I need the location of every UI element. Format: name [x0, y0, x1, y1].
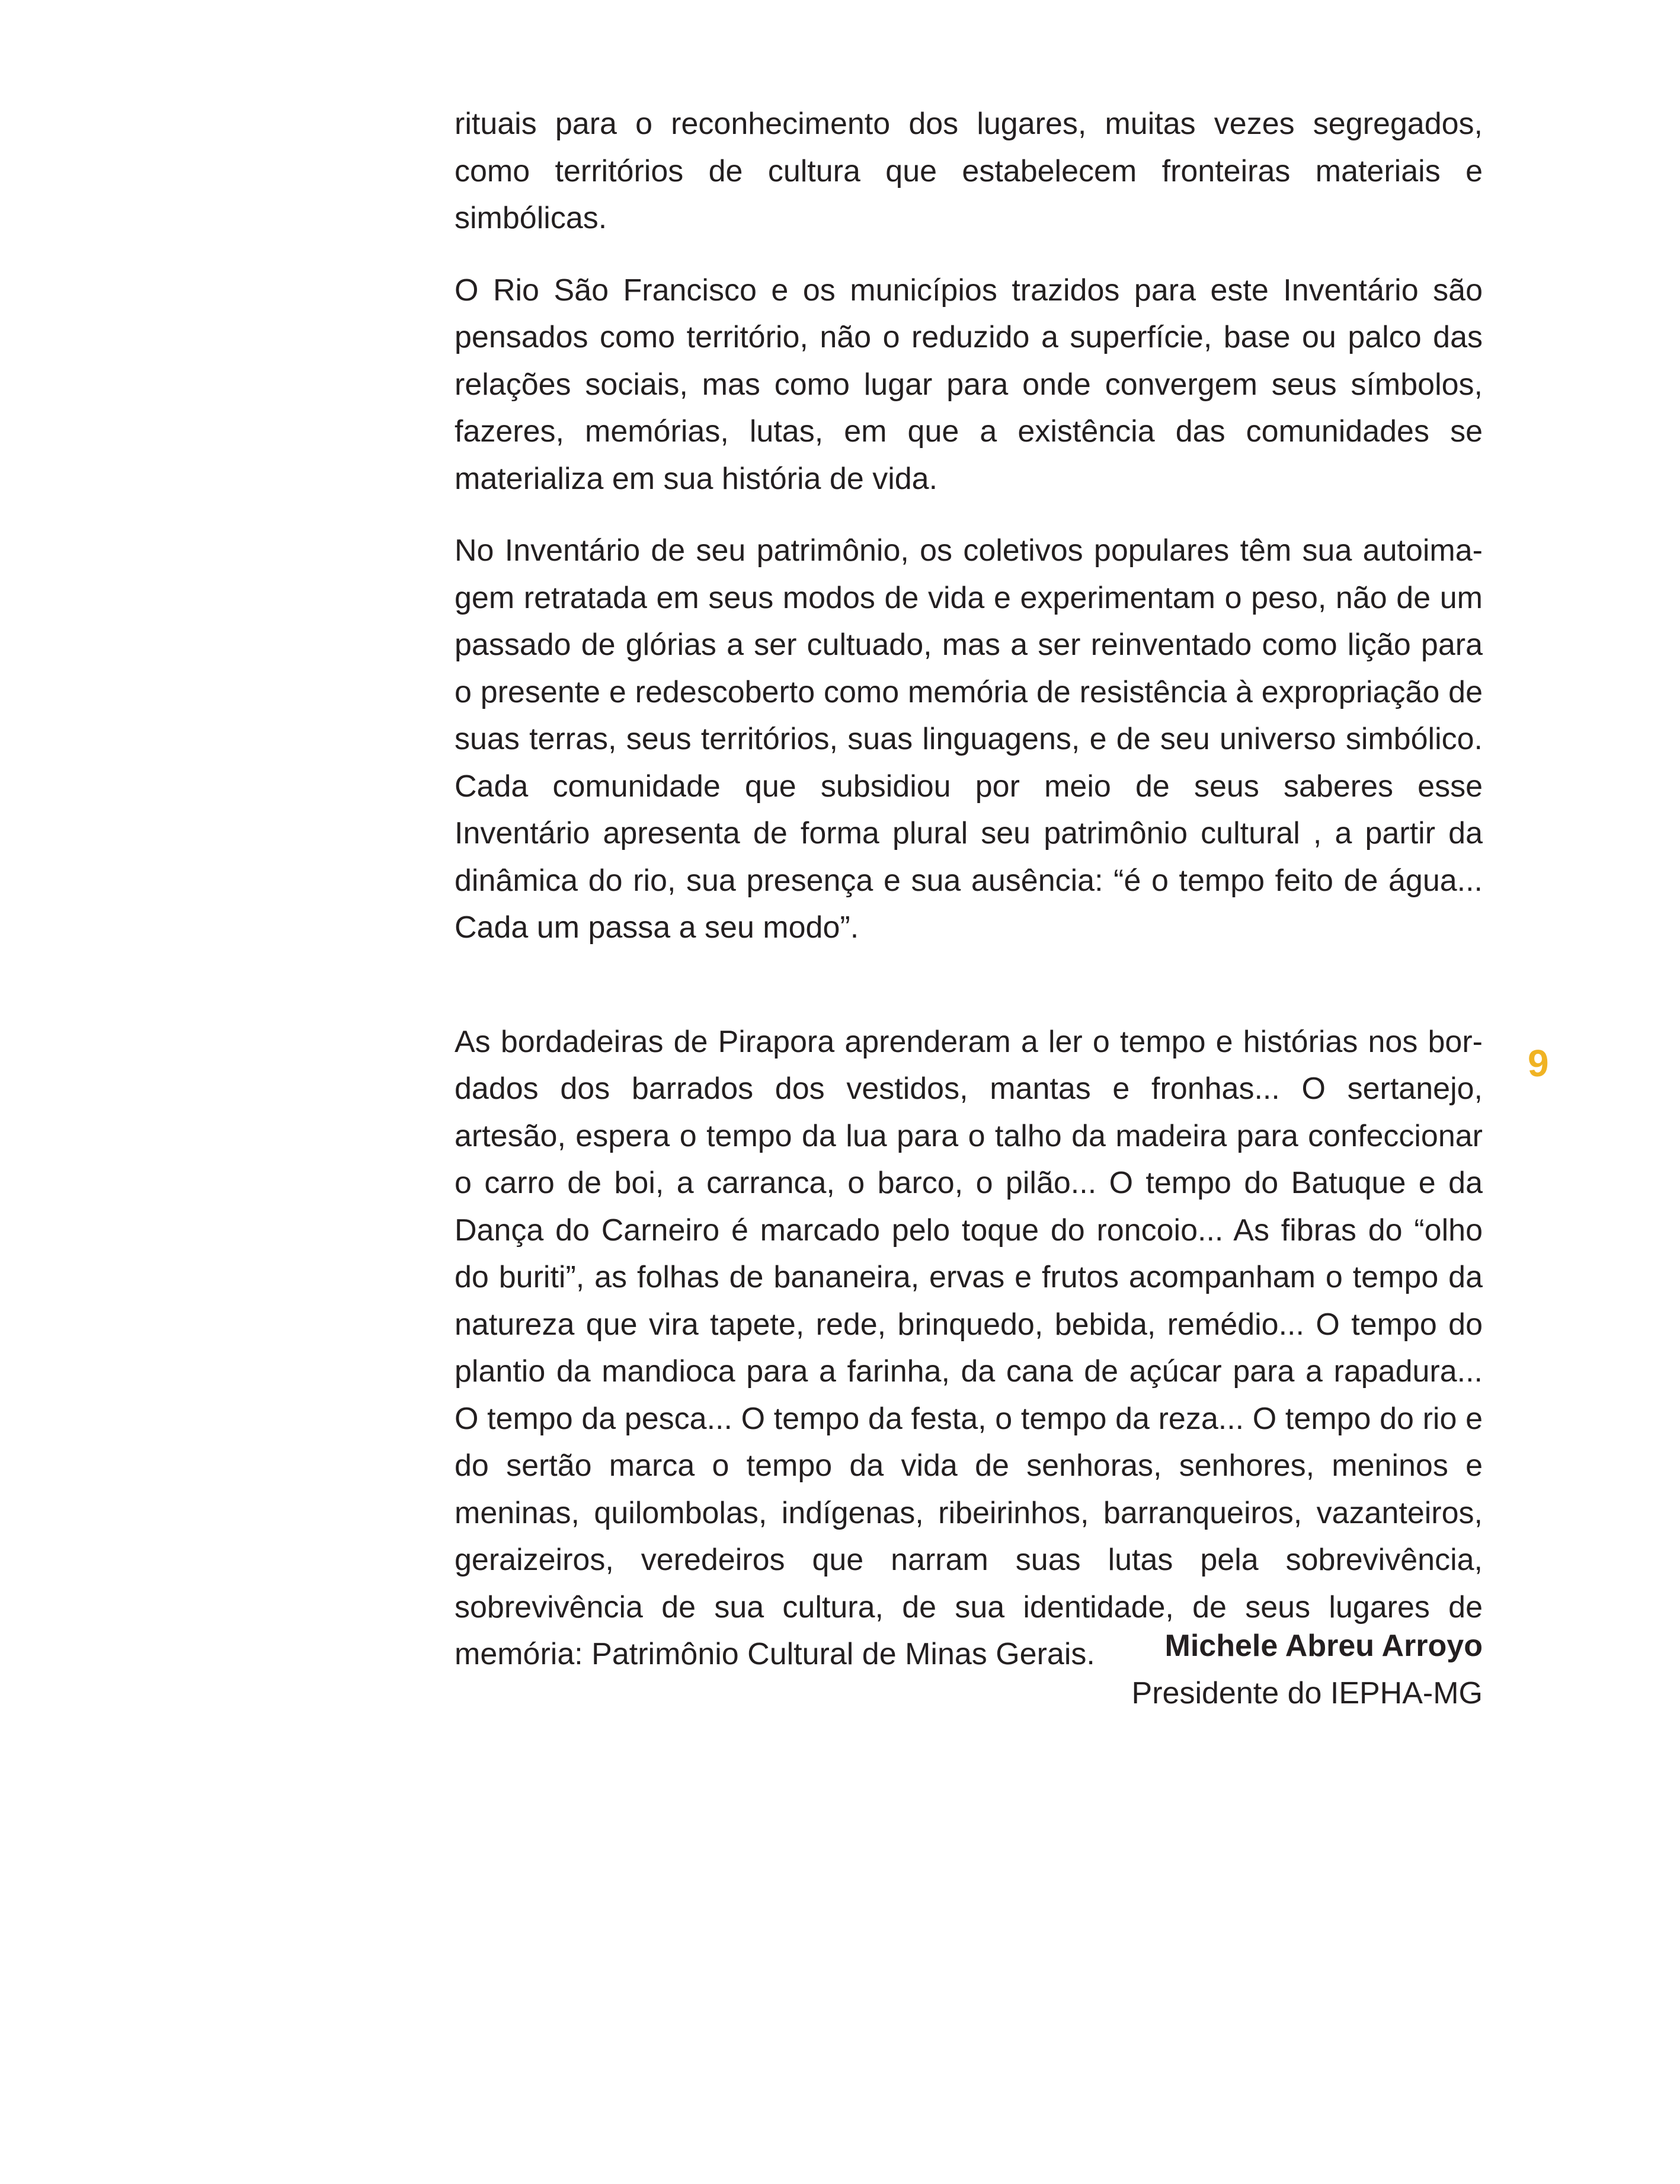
- paragraph-4: As bordadeiras de Pirapora aprenderam a ler o tempo e histórias nos bordados dos barrados dos vestidos, mantas e fronhas... O sertanejo, artesão, espera o tempo da lua para o talho da madeira para confeccionar o carro de boi, a carranca, o barco, o pilão... O tempo do Batuque e da Dança do Carneiro é marcado pelo toque do roncoio... As fibras do “olho do buriti”, as folhas de bananeira, ervas e frutos acompanham o tempo da natureza que vira tapete, rede, brinquedo, bebida, remédio... O tempo do plantio da mandioca para a farinha, da cana de açúcar para a rapadura... O tempo da pesca... O tempo da festa, o tempo da reza... O tempo do rio e do sertão marca o tempo da vida de senhoras, senhores, meninos e meninas, quilombolas, indígenas, ribeirinhos, barranqueiros, vazanteiros, geraizeiros, veredeiros que narram suas lutas pela sobrevivência, sobrevivência de sua cultura, de sua identidade, de seus lugares de memória: Patrimônio Cultural de Minas Gerais.: [455, 1024, 1483, 1671]
- paragraph-1: rituais para o reconhecimento dos lugares, muitas vezes segregados, como territórios de cultura que estabelecem fronteiras materiais e simbólicas.: [455, 107, 1483, 235]
- body-text: [455, 101, 1483, 1678]
- signature-role: Presidente do IEPHA-MG: [1131, 1675, 1483, 1710]
- paragraph-2: O Rio São Francisco e os municípios trazidos para este Inventário são pensados como território, não o reduzido a superfície, base ou palco das relações sociais, mas como lugar para onde convergem seus símbolos, fazeres, memórias, lutas, em que a existência das comunidades se materializa em sua história de vida.: [455, 273, 1483, 496]
- paragraph-3: No Inventário de seu patrimônio, os coletivos populares têm sua autoimagem retratada em seus modos de vida e experimentam o peso, não de um passado de glórias a ser cultuado, mas a ser reinventado como lição para o presente e redescoberto como memória de resistência à expropriação de suas terras, seus territórios, suas linguagens, e de seu universo simbólico. Cada comunidade que subsidiou por meio de seus saberes esse Inventário apresenta de forma plural seu patrimônio cultural , a partir da dinâmica do rio, sua presença e sua ausência: “é o tempo feito de água... Cada um passa a seu modo”.: [455, 533, 1483, 945]
- signature-block: [455, 1623, 1483, 1717]
- page-number: 9: [1528, 1042, 1549, 1085]
- signature-name: Michele Abreu Arroyo: [1164, 1629, 1483, 1663]
